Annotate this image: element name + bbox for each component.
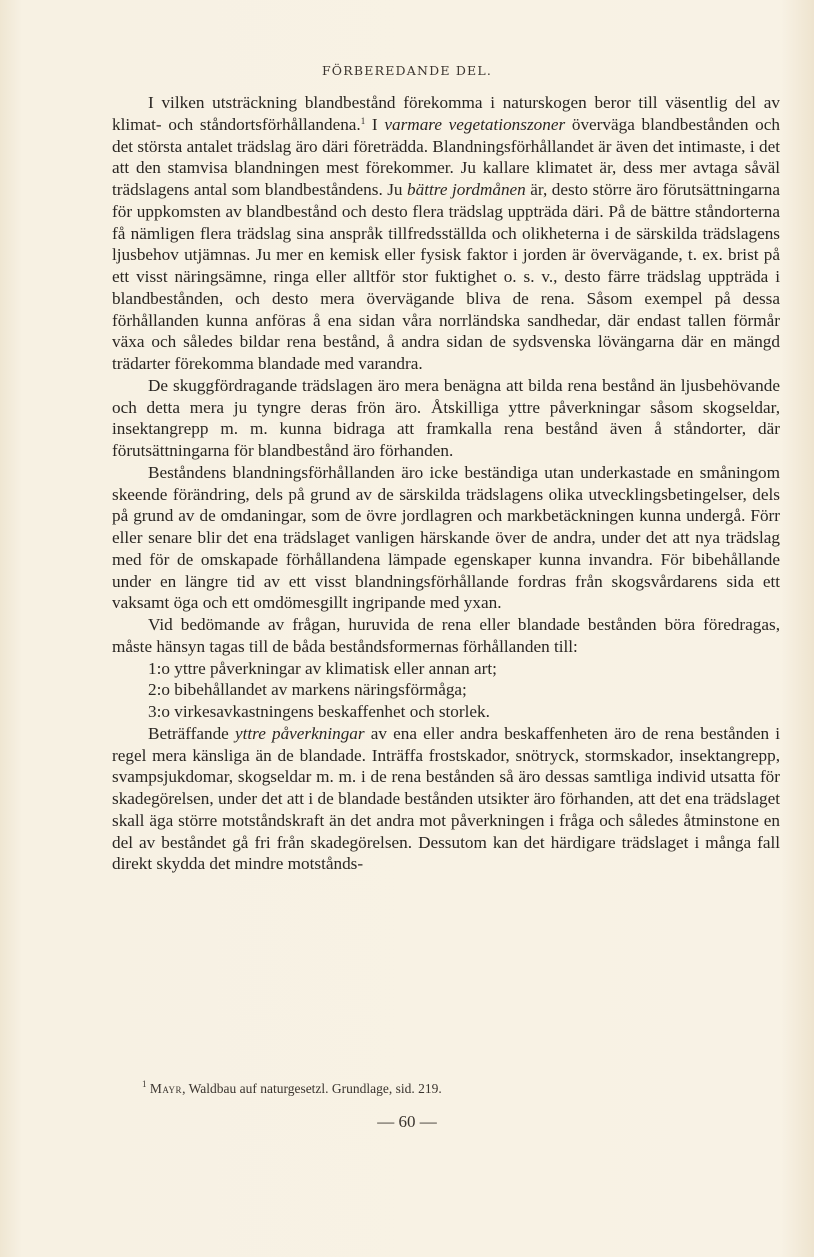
footnote-text: , Waldbau auf naturgesetzl. Grundlage, sid. 219. — [182, 1081, 442, 1096]
list-item — [112, 679, 780, 701]
footnote — [142, 1081, 762, 1097]
text-run: överväga blandbestånden och det största antalet trädslag äro däri företrädda. Blandningsförhållandet är även det intimaste, i det att den stamvisa blandningen mest förekommer. Ju kallare klimatet är, dess mer avtaga såväl trädslagens antal som blandbeståndens. Ju — [112, 114, 780, 199]
text-run: 1:o yttre påverkningar av klimatisk eller annan art; — [148, 658, 497, 678]
footnote-mark: 1 — [142, 1079, 147, 1089]
list-item — [112, 701, 780, 723]
text-run: I — [365, 114, 385, 134]
paragraph — [112, 375, 780, 462]
text-run: är, desto större äro förutsättningarna för uppkomsten av blandbestånd och desto flera trädslag uppträda däri. På de bättre ståndorterna få nämligen flera trädslag sina anspråk tillfredsställda och olikheterna i de särskilda trädslagens ljusbehov utjämnas. Ju mer en kemisk eller fysisk faktor i jorden är övervägande, t. ex. brist på ett visst näringsämne, ringa eller alltför stor fuktighet o. s. v., desto färre trädslag uppträda i blandbestånden, och desto mera övervägande bliva de rena. Såsom exempel på dessa förhållanden kunna anföras å ena sidan våra norrländska sandhedar, där endast tallen förmår växa och således bildar rena bestånd, å andra sidan de sydsvenska lövängarna där en mängd trädarter förekomma blandade med varandra. — [112, 180, 780, 373]
italic-phrase: bättre jordmånen — [407, 180, 526, 199]
footnote-reference: 1 — [360, 115, 366, 126]
text-run: Beståndens blandningsförhållanden äro icke beständiga utan underkastade en småningom skeende förändring, dels på grund av de särskilda trädslagens olika utvecklingsbetingelser, dels på grund av de omdaningar, som de övre jordlagren och markbetäckningen kunna undergå. Förr eller senare blir det ena trädslaget vanligen härskande över de andra, under det att nya trädslag med för de omskapade förhållandena lämpade egenskaper kunna invandra. För bibehållande under en längre tid av ett visst blandningsförhållande fordras från skogsvårdarens sida ett vaksamt öga och ett omdömesgillt ingripande med yxan. — [112, 462, 780, 613]
footnote-author: Mayr — [149, 1081, 183, 1096]
page-number: — 60 — — [377, 1112, 437, 1131]
text-run: I vilken utsträckning blandbestånd förekomma i naturskogen beror till väsentlig del av klimat- och ståndortsförhållandena. — [112, 93, 780, 134]
text-run: 2:o bibehållandet av markens näringsförmåga; — [148, 680, 467, 700]
text-run: De skuggfördragande trädslagen äro mera benägna att bilda rena bestånd än ljusbehövande och detta mera ju tyngre deras frön äro. Åtskilliga yttre påverkningar såsom skogseldar, insektangrepp m. m. kunna bidraga att framkalla rena bestånd även å ståndorter, där förutsättningarna för blandbestånd äro förhanden. — [112, 375, 780, 460]
paragraph — [112, 92, 780, 375]
text-run: 3:o virkesavkastningens beskaffenhet och storlek. — [148, 702, 490, 721]
paragraph — [112, 462, 780, 614]
body-text — [112, 92, 780, 875]
text-run: Vid bedömande av frågan, huruvida de rena eller blandade bestånden böra föredragas, måste hänsyn tagas till de båda beståndsformernas förhållanden till: — [112, 615, 780, 656]
italic-phrase: yttre påverkningar — [234, 723, 365, 743]
italic-phrase: varmare vegetationszoner — [384, 114, 566, 134]
list-item — [112, 658, 780, 680]
text-run: av ena eller andra beskaffenheten äro de rena bestånden i regel mera känsliga än de blandade. Inträffa frostskador, snötryck, stormskador, insektangrepp, svampsjukdomar, skogseldar m. m. i de rena bestånden så äro dessas samtliga individ utsatta för skadegörelsen, under det att i de blandade bestånden utsikter äro förhanden, att det ena trädslaget skall äga större motståndskraft än det andra mot påverkningen i fråga och således åtminstone en del av beståndet gå fri från skadegörelsen. Dessutom kan det härdigare trädslaget i många fall direkt skydda det mindre motstånds- — [112, 723, 780, 874]
paragraph — [112, 614, 780, 658]
paragraph — [112, 723, 780, 875]
running-header: FÖRBEREDANDE DEL. — [321, 63, 493, 78]
text-run: Beträffande — [148, 723, 235, 743]
